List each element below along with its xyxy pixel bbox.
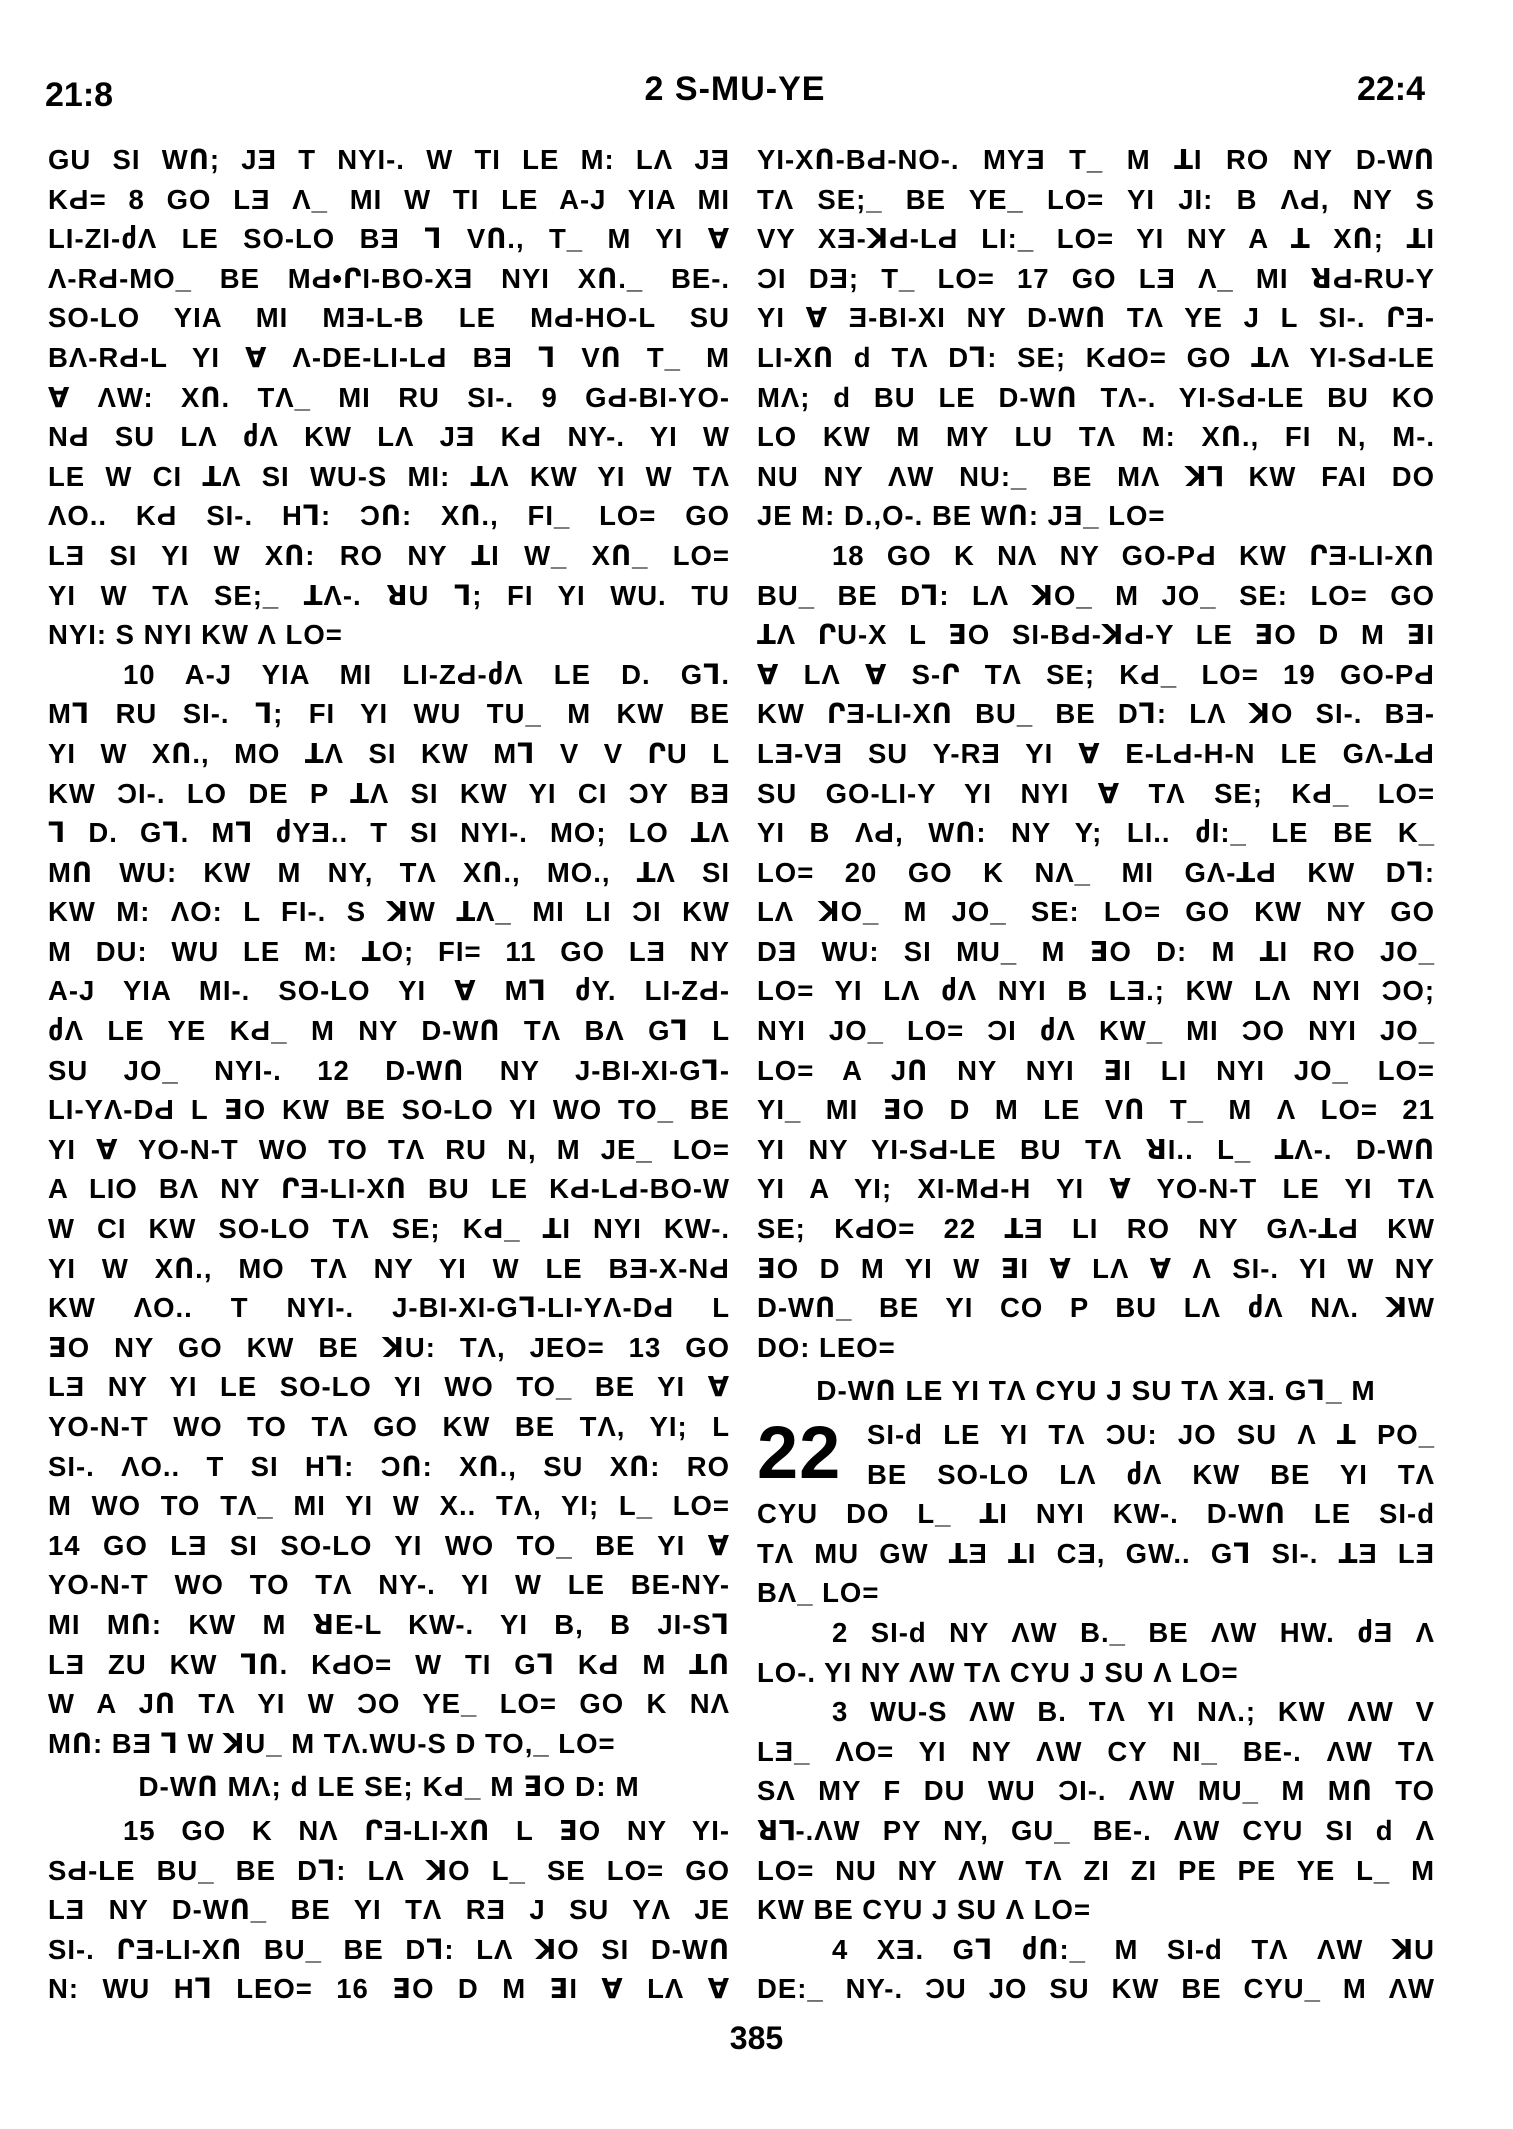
text-line: NԀ SU LɅ ძɅ KW LɅ JƎ KԀ NY-. YI W: [48, 421, 730, 453]
text-line: LI-XՈ ԁ TɅ Dᒣ: SE; KԀO= GO ꓕɅ YI-SԀ-LE: [757, 341, 1435, 373]
text-line: Ɐ ɅW: XՈ. TɅ_ MI RU SI-. 9 GԀ-BI-YO-: [48, 381, 730, 413]
header-book-title: 2 S-MU-YE: [644, 70, 826, 108]
text-line: NYI: S NYI KW Ʌ LO=: [48, 619, 343, 651]
text-line: LO= NU NY ɅW TɅ ZI ZI PE PE YE L_ M: [757, 1854, 1435, 1886]
text-line: DE:_ NY-. ϽU JO SU KW BE CYU_ M ɅW: [757, 1973, 1435, 2005]
text-line: 3 WU-S ɅW B. TɅ YI NɅ.; KW ɅW V: [832, 1696, 1435, 1728]
text-line: KW ɅO.. T NYI-. J-BI-XI-Gᒣ-LI-YɅ-DԀ L: [48, 1292, 730, 1324]
left-column: [48, 140, 730, 2009]
right-column: [757, 140, 1435, 2009]
text-line: LO= 20 GO K NɅ_ MI GɅ-ꓕԀ KW Dᒣ:: [757, 856, 1435, 888]
page-number: 385: [729, 2020, 784, 2056]
text-line: BE SO-LO LɅ ძɅ KW BE YI TɅ: [867, 1458, 1435, 1490]
section-heading: D-WՈ MɅ; ԁ LE SE; KԀ_ M ꓱO D: M: [138, 1771, 640, 1803]
text-line: MI MՈ: KW M ꓤE-L KW-. YI B, B JI-Sᒣ: [48, 1608, 730, 1640]
text-line: MՈ WU: KW M NY, TɅ XՈ., MO., ꓕɅ SI: [48, 856, 730, 888]
text-line: YI Ɐ Ǝ-BI-XI NY D-WՈ TɅ YE J L SI-. ՐƎ-: [757, 302, 1435, 334]
text-line: SU GO-LI-Y YI NYI Ɐ TɅ SE; KԀ_ LO=: [757, 777, 1435, 809]
text-line: CYU DO L_ ꓕI NYI KW-. D-WՈ LE SI-ԁ: [757, 1498, 1435, 1530]
text-line: LO-. YI NY ɅW TɅ CYU J SU Ʌ LO=: [757, 1656, 1239, 1688]
text-line: YI NY YI-SԀ-LE BU TɅ ꓤI.. L_ ꓕɅ-. D-WՈ: [757, 1133, 1435, 1165]
text-line: LƎ_ ɅO= YI NY ɅW CY NI_ BE-. ɅW TɅ: [757, 1735, 1435, 1767]
text-line: SU JO_ NYI-. 12 D-WՈ NY J-BI-XI-Gᒣ-: [48, 1054, 730, 1086]
text-line: ꓱO NY GO KW BE ꓘU: TɅ, JEO= 13 GO: [48, 1331, 730, 1363]
text-line: A-J YIA MI-. SO-LO YI Ɐ Mᒣ ძY. LI-ZԀ-: [48, 975, 730, 1007]
text-line: LƎ ZU KW ᒣՈ. KԀO= W TI Gᒣ KԀ M ꓕՈ: [48, 1648, 730, 1680]
text-line: A LIO BɅ NY ՐƎ-LI-XՈ BU LE KԀ-LԀ-BO-W: [48, 1173, 730, 1205]
text-line: BU_ BE Dᒣ: LɅ ꓘO_ M JO_ SE: LO= GO: [757, 579, 1435, 611]
text-line: SԀ-LE BU_ BE Dᒣ: LɅ ꓘO L_ SE LO= GO: [48, 1854, 730, 1886]
text-line: YI B ɅԀ, WՈ: NY Y; LI.. ძI:_ LE BE K_: [757, 817, 1435, 849]
text-line: LƎ NY YI LE SO-LO YI WO TO_ BE YI Ɐ: [48, 1371, 730, 1403]
text-line: YI-XՈ-BԀ-NO-. MYƎ T_ M ꓕI RO NY D-WՈ: [757, 144, 1435, 175]
text-line: LƎ SI YI W XՈ: RO NY ꓕI W_ XՈ_ LO=: [48, 539, 730, 571]
text-line: YO-N-T WO TO TɅ GO KW BE TɅ, YI; L: [48, 1411, 730, 1442]
text-line: YO-N-T WO TO TɅ NY-. YI W LE BE-NY-: [48, 1569, 730, 1601]
text-line: Ɐ LɅ Ɐ S-Ր TɅ SE; KԀ_ LO= 19 GO-PԀ: [757, 658, 1435, 690]
text-line: 10 A-J YIA MI LI-ZԀ-ძɅ LE D. Gᒣ.: [123, 658, 730, 690]
text-line: DO: LEO=: [757, 1331, 896, 1363]
text-line: N: WU Hᒣ LEO= 16 ꓱO D M ꓱI Ɐ LɅ Ɐ: [48, 1973, 730, 2005]
text-line: M DU: WU LE M: ꓕO; FI= 11 GO LƎ NY: [48, 935, 730, 967]
text-line: TɅ MU GW ꓕƎ ꓕI CƎ, GW.. Gᒣ SI-. ꓕƎ LƎ: [757, 1537, 1435, 1569]
text-line: Ʌ-RԀ-MO_ BE MԀ•ՐI-BO-XƎ NYI XՈ._ BE-.: [48, 262, 730, 294]
text-line: ꓤꓶ-.ɅW PY NY, GU_ BE-. ɅW CYU SI ԁ Ʌ: [757, 1814, 1435, 1846]
text-line: KW ՐƎ-LI-XՈ BU_ BE Dᒣ: LɅ ꓘO SI-. BƎ-: [757, 698, 1435, 730]
text-line: 14 GO LƎ SI SO-LO YI WO TO_ BE YI Ɐ: [48, 1529, 730, 1561]
text-line: YI W TɅ SE;_ ꓕɅ-. ꓤU ᒣ; FI YI WU. TU: [48, 579, 730, 611]
text-line: MɅ; ԁ BU LE D-WՈ TɅ-. YI-SԀ-LE BU KO: [757, 381, 1435, 413]
text-line: ϽI DƎ; T_ LO= 17 GO LƎ Ʌ_ MI ꓤԀ-RU-Y: [757, 262, 1435, 294]
text-line: LƎ NY D-WՈ_ BE YI TɅ RƎ J SU YɅ JE: [48, 1894, 730, 1926]
text-line: 18 GO K NɅ NY GO-PԀ KW ՐƎ-LI-XՈ: [832, 539, 1435, 571]
text-line: NU NY ɅW NU:_ BE MɅ ꓘꓶ KW FAI DO: [757, 460, 1435, 492]
text-line: LɅ ꓘO_ M JO_ SE: LO= GO KW NY GO: [757, 896, 1435, 928]
text-line: KW BE CYU J SU Ʌ LO=: [757, 1894, 1092, 1926]
text-line: LE W CI ꓕɅ SI WU-S MI: ꓕɅ KW YI W TɅ: [48, 460, 730, 492]
text-line: SI-. ɅO.. T SI Hᒣ: ϽՈ: XՈ., SU XՈ: RO: [48, 1450, 730, 1482]
text-line: VY XƎ-ꓘԀ-LԀ LI:_ LO= YI NY A ꓕ XՈ; ꓕI: [757, 223, 1435, 255]
text-line: SE; KԀO= 22 ꓕƎ LI RO NY GɅ-ꓕԀ KW: [757, 1213, 1435, 1245]
text-line: SO-LO YIA MI MƎ-L-B LE MԀ-HO-L SU: [48, 302, 730, 334]
text-line: ɅO.. KԀ SI-. Hᒣ: ϽՈ: XՈ., FI_ LO= GO: [48, 500, 730, 532]
text-line: TɅ SE;_ BE YE_ LO= YI JI: B ɅԀ, NY S: [757, 183, 1435, 215]
section-heading: D-WՈ LE YI TɅ CYU J SU TɅ XƎ. Gᒣ_ M: [816, 1375, 1376, 1407]
text-line: 2 SI-ԁ NY ɅW B._ BE ɅW HW. ძƎ Ʌ: [832, 1616, 1435, 1648]
text-line: LO KW M MY LU TɅ M: XՈ., FI N, M-.: [757, 421, 1435, 453]
text-line: KW ϽI-. LO DE P ꓕɅ SI KW YI CI ϽY BƎ: [48, 777, 730, 809]
text-line: LI-ZI-ძɅ LE SO-LO BƎ ᒣ VՈ., T_ M YI Ɐ: [48, 223, 730, 255]
text-line: M WO TO TɅ_ MI YI W X.. TɅ, YI; L_ LO=: [48, 1490, 730, 1522]
text-line: YI W XՈ., MO ꓕɅ SI KW Mᒣ V V ՐU L: [48, 737, 730, 769]
chapter-number: 22: [757, 1411, 842, 1494]
text-line: BɅ_ LO=: [757, 1577, 880, 1609]
text-line: MՈ: BƎ ᒣ W ꓘU_ M TɅ.WU-S D TO,_ LO=: [48, 1727, 616, 1759]
header-right-reference: 22:4: [1356, 70, 1425, 108]
text-line: Mᒣ RU SI-. ᒣ; FI YI WU TU_ M KW BE: [48, 698, 730, 730]
text-line: LO= YI LɅ ძɅ NYI B LƎ.; KW LɅ NYI ϽO;: [757, 975, 1435, 1007]
text-line: DƎ WU: SI MU_ M ꓱO D: M ꓕI RO JO_: [757, 935, 1435, 967]
text-line: ძɅ LE YE KԀ_ M NY D-WՈ TɅ BɅ Gᒣ L: [48, 1015, 730, 1047]
text-line: LƎ-VƎ SU Y-RƎ YI Ɐ E-LԀ-H-N LE GɅ-ꓕԀ: [757, 737, 1435, 769]
text-line: SI-ԁ LE YI TɅ ϽU: JO SU Ʌ ꓕ PO_: [867, 1419, 1435, 1450]
text-line: D-WՈ_ BE YI CO P BU LɅ ძɅ NɅ. ꓘW: [757, 1292, 1435, 1324]
text-line: KԀ= 8 GO LƎ Ʌ_ MI W TI LE A-J YIA MI: [48, 183, 730, 215]
text-line: ꓱO D M YI W ꓱI Ɐ LɅ Ɐ Ʌ SI-. YI W NY: [757, 1252, 1435, 1284]
text-line: W CI KW SO-LO TɅ SE; KԀ_ ꓕI NYI KW-.: [48, 1213, 730, 1245]
page-header: [45, 70, 1425, 120]
text-line: W A JՈ TɅ YI W ϽO YE_ LO= GO K NɅ: [48, 1688, 730, 1720]
text-line: KW M: ɅO: L FI-. S ꓘW ꓕɅ_ MI LI ϽI KW: [48, 896, 730, 928]
text-line: ꓕɅ ՐU-X L ꓱO SI-BԀ-ꓘԀ-Y LE ꓱO D M ꓱI: [757, 619, 1435, 651]
text-line: LO= A JՈ NY NYI ꓱI LI NYI JO_ LO=: [757, 1054, 1435, 1086]
text-line: SI-. ՐƎ-LI-XՈ BU_ BE Dᒣ: LɅ ꓘO SI D-WՈ: [48, 1933, 730, 1965]
text-line: NYI JO_ LO= ϽI ძɅ KW_ MI ϽO NYI JO_: [757, 1015, 1435, 1047]
text-line: LI-YɅ-DԀ L ꓱO KW BE SO-LO YI WO TO_ BE: [48, 1094, 730, 1126]
chapter-opening: [757, 1411, 1435, 1494]
text-line: YI W XՈ., MO TɅ NY YI W LE BƎ-X-NԀ: [48, 1252, 730, 1284]
text-line: YI_ MI ꓱO D M LE VՈ T_ M Ʌ LO= 21: [757, 1094, 1435, 1126]
text-line: SɅ MY F DU WU ϽI-. ɅW MU_ M MՈ TO: [757, 1775, 1435, 1807]
text-line: ᒣ D. Gᒣ. Mᒣ ძYƎ.. T SI NYI-. MO; LO ꓕɅ: [48, 817, 730, 849]
text-line: JE M: D.,O-. BE WՈ: JƎ_ LO=: [757, 500, 1166, 532]
text-line: GU SI WՈ; JƎ T NYI-. W TI LE M: LɅ JƎ: [48, 144, 730, 175]
header-left-reference: 21:8: [45, 76, 114, 114]
text-line: 4 XƎ. Gᒣ ძՈ:_ M SI-ԁ TɅ ɅW ꓘU: [832, 1933, 1435, 1965]
text-line: BɅ-RԀ-L YI Ɐ Ʌ-DE-LI-LԀ BƎ ᒣ VՈ T_ M: [48, 341, 730, 373]
text-line: YI A YI; XI-MԀ-H YI Ɐ YO-N-T LE YI TɅ: [757, 1173, 1435, 1205]
text-line: YI Ɐ YO-N-T WO TO TɅ RU N, M JE_ LO=: [48, 1133, 730, 1165]
text-line: 15 GO K NɅ ՐƎ-LI-XՈ L ꓱO NY YI-: [123, 1814, 730, 1846]
